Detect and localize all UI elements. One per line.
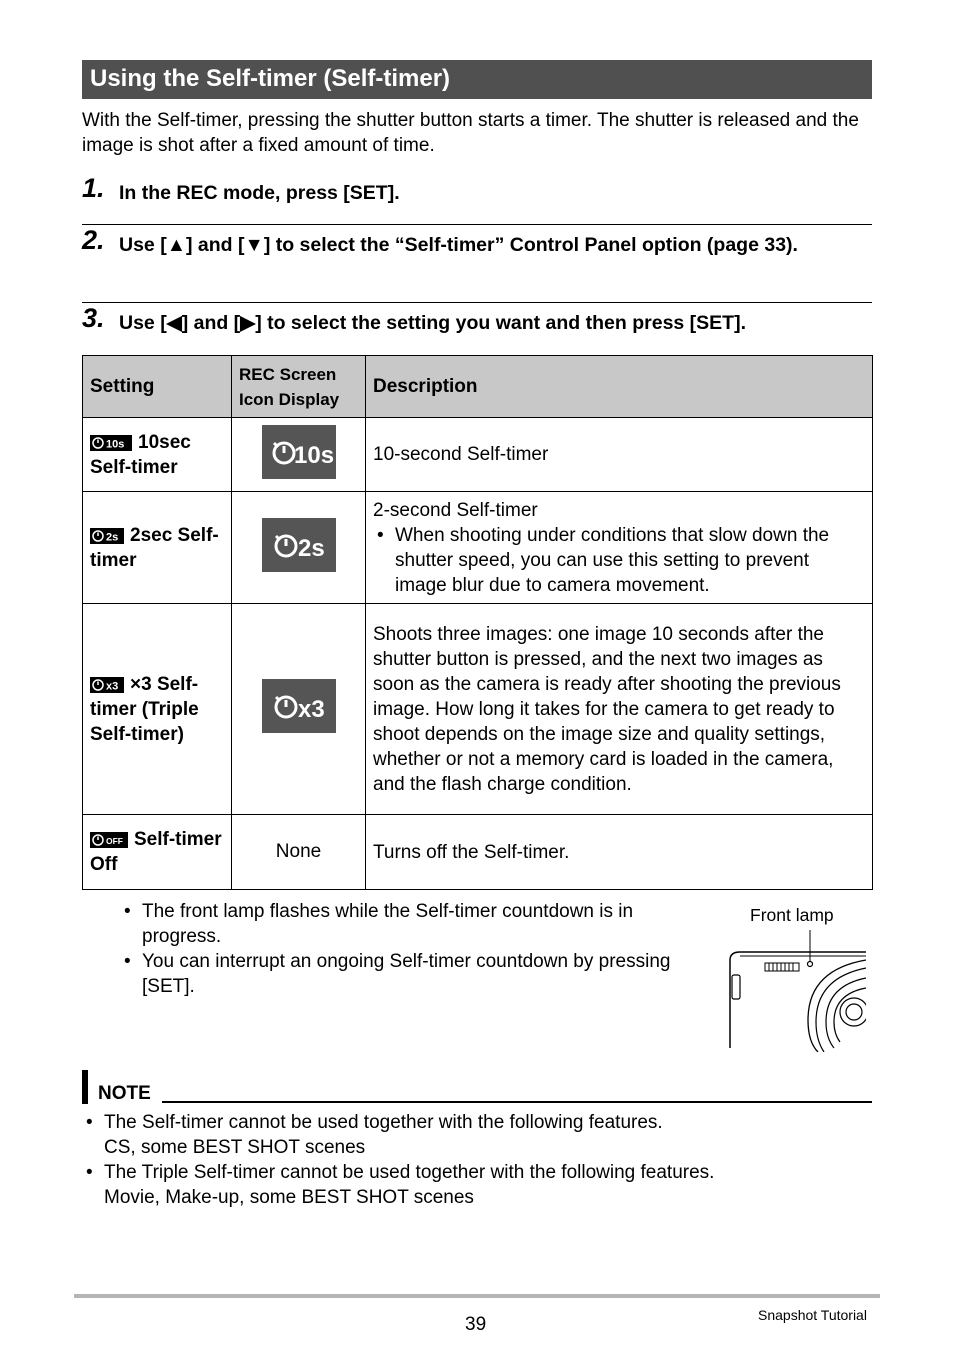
- description-cell: Turns off the Self-timer.: [366, 815, 873, 890]
- rec-timer-x3-icon: [262, 679, 336, 733]
- list-item: • You can interrupt an ongoing Self-timer countdown by pressing [SET].: [124, 951, 671, 997]
- section-title: Using the Self-timer (Self-timer): [90, 65, 451, 92]
- description-cell: Shoots three images: one image 10 seconds after the shutter button is pressed, and the next two images as soon as the camera is ready after shooting the previous image. How long it takes for the camera to get ready to shoot depends on the image size and quality settings, whether or not a memory card is loaded in the camera, and the flash charge condition.: [366, 604, 873, 815]
- header-setting: Setting: [83, 356, 232, 418]
- step-3-text: Use [◀] and [▶] to select the setting you want and then press [SET].: [119, 312, 747, 334]
- step-divider: [82, 224, 872, 225]
- header-description: Description: [366, 356, 873, 418]
- step-3-number: 3.: [82, 303, 105, 333]
- rec-timer-2s-icon: [262, 518, 336, 572]
- description-cell: 2-second Self-timer • When shooting under conditions that slow down the shutter speed, you can use this setting to prevent image blur due to camera movement.: [366, 492, 873, 604]
- right-triangle-icon: ▶: [240, 312, 256, 334]
- table-header-row: [83, 356, 873, 418]
- setting-cell: OFF Self-timer Off: [83, 815, 232, 890]
- footer-section-title: Snapshot Tutorial: [758, 1307, 867, 1323]
- timer-10s-icon: [90, 435, 132, 451]
- svg-text:10s: 10s: [106, 438, 125, 450]
- setting-cell: x3 ×3 Self-timer (Triple Self-timer): [83, 604, 232, 815]
- setting-cell: 10s 10sec Self-timer: [83, 418, 232, 492]
- description-cell: 10-second Self-timer: [366, 418, 873, 492]
- list-item: • The Triple Self-timer cannot be used together with the following features. Movie, Make-up, some BEST SHOT scenes: [86, 1162, 715, 1208]
- table-row: [83, 492, 873, 604]
- svg-text:x3: x3: [106, 680, 119, 692]
- rec-icon-cell: None: [232, 815, 366, 890]
- note-marker: [82, 1070, 88, 1104]
- note-list: [82, 1110, 882, 1210]
- down-triangle-icon: ▼: [244, 234, 264, 256]
- timer-x3-icon: [90, 677, 124, 693]
- step-1-text: In the REC mode, press [SET].: [119, 182, 400, 204]
- self-timer-settings-table: [82, 355, 873, 890]
- svg-text:10s: 10s: [293, 441, 334, 469]
- svg-text:2s: 2s: [297, 534, 325, 562]
- table-row: [83, 815, 873, 890]
- svg-text:x3: x3: [297, 696, 325, 723]
- svg-text:OFF: OFF: [106, 836, 123, 846]
- step-2-text: Use [▲] and [▼] to select the “Self-timer” Control Panel option (page 33).: [119, 234, 798, 256]
- list-item: • The Self-timer cannot be used together with the following features. CS, some BEST SHOT scenes: [86, 1112, 663, 1158]
- step-divider: [82, 302, 872, 303]
- rec-icon-cell: [232, 492, 366, 604]
- intro-paragraph: With the Self-timer, pressing the shutter button starts a timer. The shutter is released and the image is shot after a fixed amount of time.: [82, 110, 859, 156]
- footer-divider: [74, 1294, 880, 1298]
- step-1-number: 1.: [82, 173, 105, 203]
- setting-cell: 2s 2sec Self-timer: [83, 492, 232, 604]
- table-row: [83, 418, 873, 492]
- list-item: • When shooting under conditions that slow down the shutter speed, you can use this setting to prevent image blur due to camera movement.: [377, 524, 830, 596]
- rec-timer-10s-icon: [262, 425, 336, 479]
- front-lamp-label: Front lamp: [750, 905, 834, 925]
- page-number: 39: [465, 1314, 487, 1335]
- step-2-number: 2.: [82, 225, 105, 255]
- rec-icon-cell: [232, 418, 366, 492]
- left-triangle-icon: ◀: [166, 312, 182, 334]
- timer-off-icon: [90, 832, 128, 848]
- svg-text:2s: 2s: [106, 531, 119, 543]
- rec-icon-cell: [232, 604, 366, 815]
- camera-front-illustration: [722, 930, 872, 1052]
- note-label: NOTE: [98, 1083, 151, 1104]
- up-triangle-icon: ▲: [166, 234, 186, 256]
- list-item: • The front lamp flashes while the Self-timer countdown is in progress.: [124, 901, 634, 947]
- section-title-bar: [82, 60, 872, 99]
- timer-2s-icon: [90, 528, 124, 544]
- front-lamp-icon: [808, 962, 813, 967]
- tips-list: [120, 899, 680, 999]
- note-divider: [162, 1101, 872, 1103]
- table-row: [83, 604, 873, 815]
- header-rec-screen: REC Screen Icon Display: [232, 356, 366, 418]
